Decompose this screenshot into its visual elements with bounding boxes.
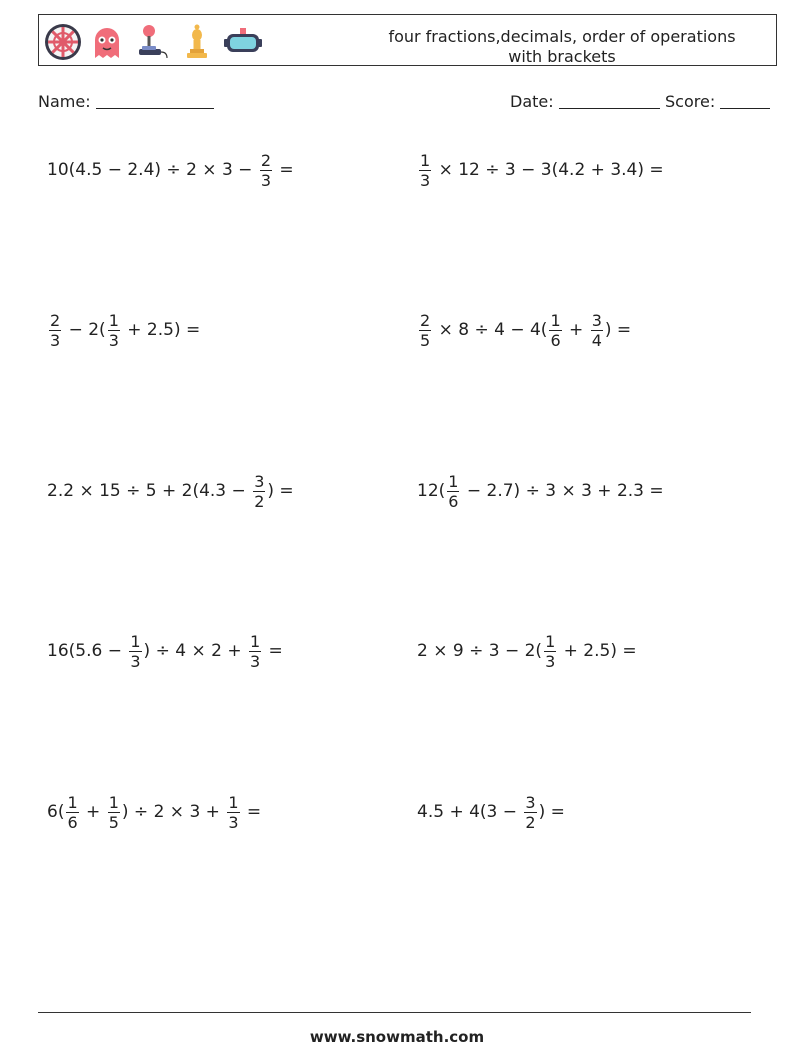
fraction-numerator: 2 — [50, 310, 61, 330]
fraction-denominator: 2 — [525, 812, 536, 832]
fraction-numerator: 1 — [249, 631, 261, 651]
worksheet-header — [38, 14, 777, 66]
fraction — [108, 793, 120, 832]
expression-text: = — [263, 641, 283, 661]
fraction-numerator: 3 — [525, 792, 536, 812]
fraction — [129, 632, 141, 671]
problem-6 — [417, 463, 664, 519]
footer-site: www.snowmath.com — [309, 1028, 485, 1046]
problem-5 — [47, 463, 294, 519]
expression-text: + — [80, 802, 106, 822]
fraction — [260, 151, 272, 190]
worksheet-title-line-2: with brackets — [508, 47, 616, 66]
expression-text: = — [241, 802, 262, 822]
fraction-denominator: 6 — [550, 330, 561, 350]
expression-text: ) ÷ 2 × 3 + — [121, 802, 226, 822]
fraction-numerator: 1 — [420, 150, 431, 170]
expression-text: = — [274, 160, 294, 180]
fraction-numerator: 1 — [67, 792, 78, 812]
fraction-denominator: 6 — [67, 812, 78, 832]
fraction-numerator: 1 — [130, 631, 141, 651]
expression-text: + — [563, 320, 589, 340]
fraction — [249, 632, 261, 671]
expression-text: 12( — [417, 481, 446, 501]
expression-text: × 8 ÷ 4 − 4( — [433, 320, 548, 340]
chess-bishop-icon — [177, 22, 217, 62]
dartboard-icon — [43, 22, 83, 62]
expression-text: ) = — [538, 802, 565, 822]
worksheet-title — [362, 27, 762, 67]
fraction-numerator: 1 — [228, 792, 239, 812]
fraction-denominator: 3 — [545, 651, 556, 671]
expression-text: − 2.7) ÷ 3 × 3 + 2.3 = — [461, 481, 664, 501]
expression-text: + 2.5) = — [121, 320, 201, 340]
name-label: Name: — [38, 92, 91, 111]
problem-1 — [47, 142, 294, 198]
date-blank[interactable] — [559, 92, 660, 109]
fraction — [108, 311, 120, 350]
expression-text: ) = — [604, 320, 632, 340]
fraction-numerator: 1 — [108, 792, 119, 812]
fraction-denominator: 3 — [108, 330, 119, 350]
fraction-numerator: 1 — [448, 471, 459, 491]
fraction — [419, 311, 431, 350]
score-blank[interactable] — [720, 92, 770, 109]
fraction-denominator: 6 — [448, 491, 459, 511]
fraction-denominator: 2 — [254, 491, 265, 511]
fraction — [524, 793, 536, 832]
date-label: Date: — [510, 92, 554, 111]
fraction-numerator: 1 — [550, 310, 561, 330]
expression-text: − 2( — [63, 320, 106, 340]
fraction-denominator: 3 — [249, 651, 261, 671]
fraction-numerator: 1 — [108, 310, 119, 330]
expression-text: 4.5 + 4(3 − — [417, 802, 523, 822]
fraction-denominator: 3 — [130, 651, 141, 671]
fraction-denominator: 3 — [260, 170, 271, 190]
problem-10 — [417, 784, 565, 840]
problem-3 — [47, 302, 200, 358]
fraction — [544, 632, 556, 671]
expression-text: 10(4.5 − 2.4) ÷ 2 × 3 − — [47, 160, 258, 180]
footer-divider — [38, 1012, 751, 1013]
name-blank[interactable] — [96, 92, 214, 109]
expression-text: + 2.5) = — [558, 641, 637, 661]
expression-text: 2.2 × 15 ÷ 5 + 2(4.3 − — [47, 481, 252, 501]
fraction-denominator: 5 — [420, 330, 431, 350]
expression-text: ) ÷ 4 × 2 + — [143, 641, 247, 661]
fraction-numerator: 3 — [254, 471, 265, 491]
date-field — [510, 92, 660, 111]
worksheet-title-line-1: four fractions,decimals, order of operations — [388, 27, 736, 46]
problem-8 — [417, 623, 637, 679]
vr-headset-icon — [223, 22, 263, 62]
expression-text: 6( — [47, 802, 65, 822]
expression-text: ) = — [267, 481, 294, 501]
fraction — [227, 793, 239, 832]
fraction — [66, 793, 78, 832]
score-field — [665, 92, 770, 111]
fraction-denominator: 5 — [108, 812, 119, 832]
fraction-numerator: 2 — [420, 310, 431, 330]
fraction-denominator: 3 — [420, 170, 431, 190]
name-field — [38, 92, 214, 111]
ghost-icon — [87, 22, 127, 62]
fraction — [419, 151, 431, 190]
joystick-icon — [131, 22, 171, 62]
problem-7 — [47, 623, 283, 679]
fraction-numerator: 2 — [260, 150, 271, 170]
expression-text: 2 × 9 ÷ 3 − 2( — [417, 641, 543, 661]
fraction — [49, 311, 61, 350]
problem-2 — [417, 142, 664, 198]
fraction — [591, 311, 603, 350]
fraction-denominator: 3 — [50, 330, 61, 350]
problem-4 — [417, 302, 631, 358]
expression-text: 16(5.6 − — [47, 641, 128, 661]
fraction — [549, 311, 561, 350]
fraction-denominator: 4 — [591, 330, 602, 350]
fraction-denominator: 3 — [228, 812, 239, 832]
fraction-numerator: 1 — [545, 631, 556, 651]
fraction — [447, 472, 459, 511]
problem-9 — [47, 784, 261, 840]
score-label: Score: — [665, 92, 716, 111]
fraction-numerator: 3 — [591, 310, 602, 330]
fraction — [253, 472, 265, 511]
expression-text: × 12 ÷ 3 − 3(4.2 + 3.4) = — [433, 160, 664, 180]
